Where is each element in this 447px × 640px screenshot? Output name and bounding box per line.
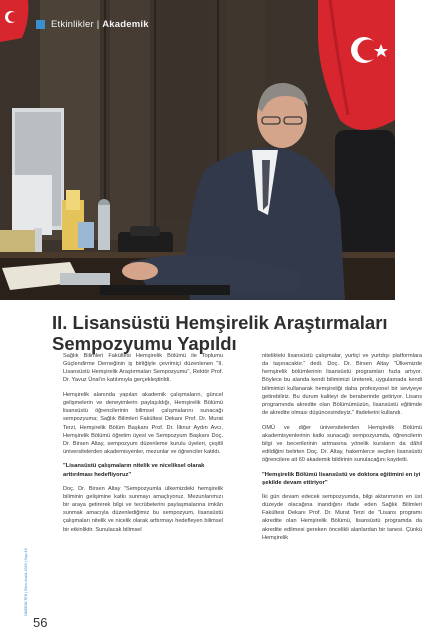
office-scene-illustration [0, 0, 395, 300]
section-name: Etkinlikler [51, 19, 94, 30]
article-title: II. Lisansüstü Hemşirelik Araştırmaları Sempozyumu Yapıldı [52, 312, 388, 354]
subsection-name: Akademik [102, 19, 149, 30]
section-label [51, 19, 149, 30]
paragraph: nitelikteki lisansüstü çalışmalar, yurtiçi ve yurtdışı platformlara da taşınacaktır." dedi. Doç. Dr. Birsen Altay "Ülkemizde hemşirelik bölümlerinin lisansüstü programları hızla artıyor. Böylece bu alanda kendi bilimimizi üreterek, uygulamada kendi bilimimizi kullanarak hemşireliği daha profesyonel bir seviyeye getirebiliriz. Bu durum kaliteyi de beraberinde getiriyor. Lisans programında akredite olan Bölümümüzün, lisansüstü eğitimde de akredite olması düşüncesindeyiz." ifadelerini kullandı. [262, 353, 422, 417]
right-column [262, 352, 422, 548]
left-column [63, 352, 223, 540]
paragraph: Hemşirelik alanında yapılan akademik çalışmaların, güncel gelişmelerin ve deneyimlerin paylaşıldığı, Hemşirelik Bölümü lisansüstü öğrencilerinin bilimsel çalışmalarını sunacağı sempozyuma; Sağlık Bilimleri Fakültesi Dekanı Prof. Dr. Murat Terzi, Hemşirelik Bölüm Başkanı Prof. Dr. İlknur Aydın Avcı, Hemşirelik Bölümü öğretim üyesi ve Sempozyum Başkanı Doç. Dr. Birsen Altay, sempozyum düzenleme kurulu üyeleri, çeşitli üniversitelerden akademisyenler, mezunlar ve öğrenciler katıldı. [63, 391, 223, 456]
section-marker-icon [36, 20, 45, 29]
subheading: "Hemşirelik Bölümü lisansüstü ve doktora eğitimini en iyi şekilde devam ettiriyor" [262, 471, 421, 486]
paragraph: OMÜ ve diğer üniversitelerden Hemşirelik Bölümü akademisyenlerinin katkı sunacağı sempozyumda, öğrencilerin bilgi ve becerilerinin artmasına yönelik kursların da dâhil edildiğini belirten Doç. Dr. Altay, hakemlerce seçilen lisansüstü öğrencilere ait 60 akademik bildirinin sunulacağını kaydetti. [262, 424, 422, 464]
subheading: "Lisansüstü çalışmaların nitelik ve niceliksel olarak arttırılması hedefliyoruz" [63, 463, 205, 478]
publication-info-text: OMÜBÜLTEN | Ekim-Aralık 2020 | Sayı:16 [24, 548, 28, 616]
paragraph: İki gün devam edecek sempozyumda, bilgi aktarımının en üst düzeyde olacağına inandığını ifade eden Sağlık Bilimleri Fakültesi Dekanı Prof. Dr. Murat Terzi de "Lisans programı akredite olan Hemşirelik Bölümü, lisansüstü programda da akredite edilmesi gereken öncelikli alanlardan bir tanesi. Çünkü Hemşirelik [262, 493, 422, 541]
publication-info [24, 548, 54, 616]
section-tag [36, 19, 149, 30]
paragraph: Sağlık Bilimleri Fakültesi Hemşirelik Bölümü ile Toplumu Güçlendirme Derneğinin iş birliğiyle çevrimiçi düzenlenen "II. Lisansüstü Hemşirelik Araştırmaları Sempozyumu", Rektör Prof. Dr. Yavuz Ünal'ın katılımıyla gerçekleştirildi. [63, 353, 223, 384]
article-photo [0, 0, 395, 300]
paragraph: Doç. Dr. Birsen Altay "Sempozyumla ülkemizdeki hemşirelik biliminin gelişimine katkı sunmayı amaçlıyoruz. Mezunlarımızı bir araya getirerek bilgi ve tecrübelerini paylaşmalarına imkân sunmak amacıyla düzenlediğimiz bu sempozyum, lisansüstü çalışmaları nitelik ve nicelik olarak arttırmayı hedefleyen bilimsel bir etkinliktir. Sunulacak bilimsel [63, 485, 223, 533]
section-separator: | [96, 19, 100, 30]
page-number: 56 [33, 615, 48, 630]
